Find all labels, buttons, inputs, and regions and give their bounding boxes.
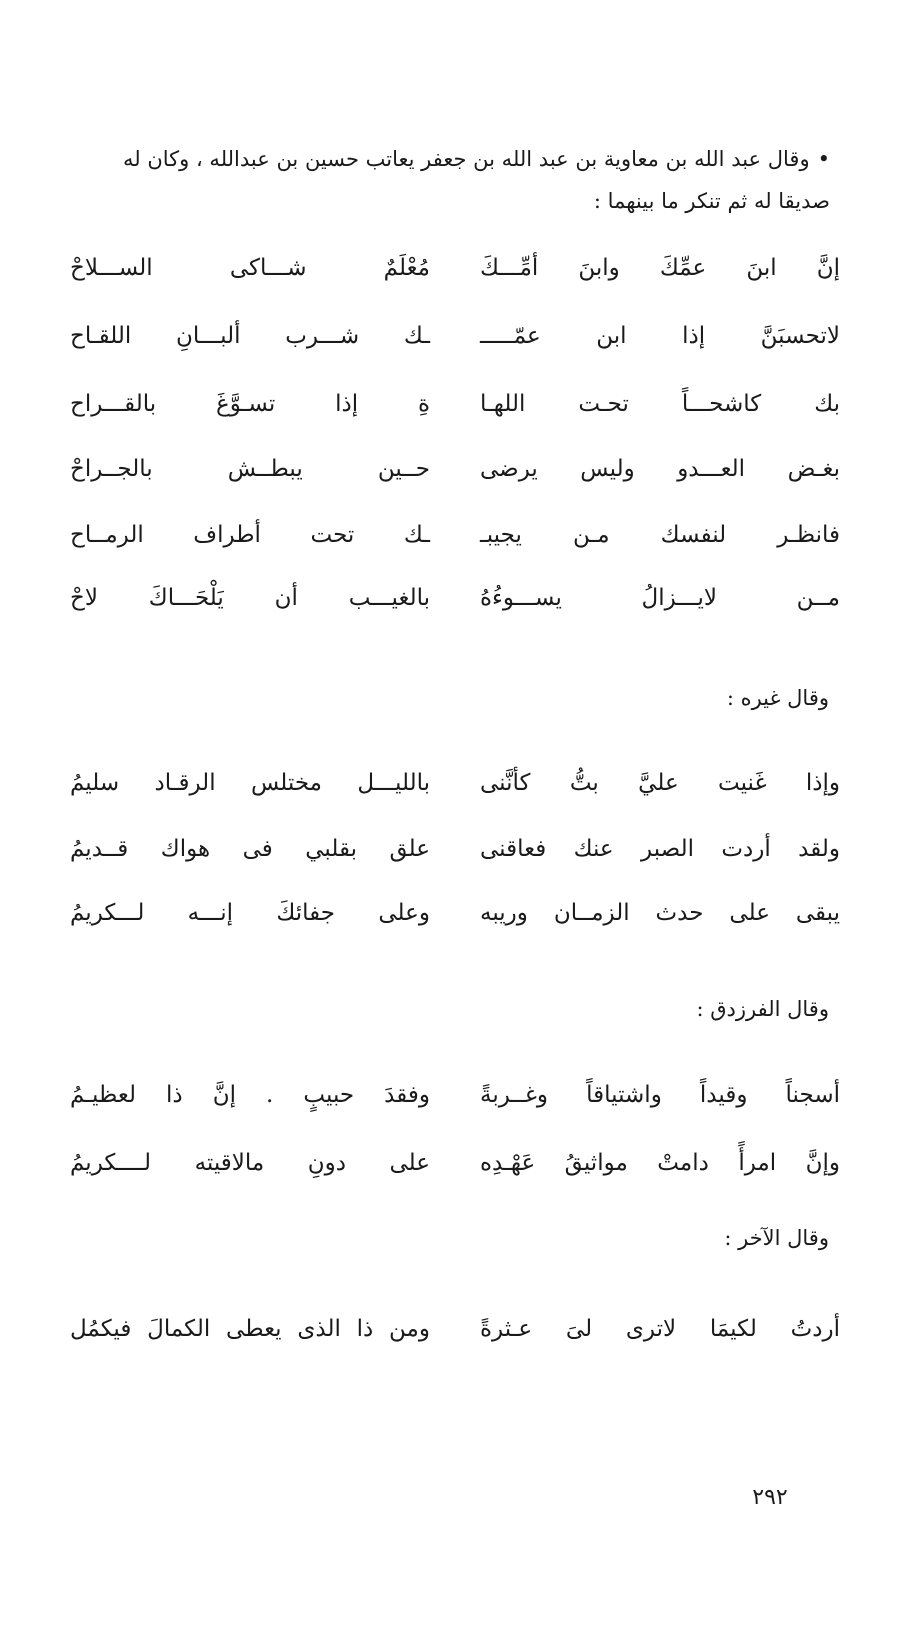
verse-line <box>70 391 840 431</box>
second-hemistich: وعلى جفائكَ إنـــه لـــكريمُ <box>70 900 430 926</box>
verse-line <box>70 456 840 496</box>
bullet-marker: • <box>817 147 830 171</box>
section-heading: وقال غيره : <box>726 686 829 710</box>
first-hemistich: إنَّ ابنَ عمِّكَ وابنَ أمِّـــكَ <box>480 255 840 281</box>
second-hemistich: علق بقلبي فى هواك قــديمُ <box>70 836 430 862</box>
first-hemistich: بك كاشحـــاً تحـت اللهـا <box>480 391 840 417</box>
first-hemistich: وإنَّ امرأً دامتْ مواثيقُ عَهْـدِه <box>480 1150 840 1176</box>
verse-line <box>70 1150 840 1190</box>
page-number: ٢٩٢ <box>752 1485 788 1510</box>
second-hemistich: حــين يبطــش بالجــراحْ <box>70 456 430 482</box>
second-hemistich: ـك شـــرب ألبـــانِ اللقـاح <box>70 323 430 349</box>
verse-line <box>70 522 840 562</box>
second-hemistich: على دونِ مالاقيته لــــكريمُ <box>70 1150 430 1176</box>
first-hemistich: أسجناً وقيداً واشتياقاً وغــربةً <box>480 1082 840 1108</box>
second-hemistich: ـك تحت أطراف الرمــاح <box>70 522 430 548</box>
first-hemistich: ولقد أردت الصبر عنك فعاقنى <box>480 836 840 862</box>
verse-line <box>70 323 840 363</box>
second-hemistich: بالغيـــب أن يَلْحَـــاكَ لاحْ <box>70 585 430 611</box>
intro-paragraph <box>70 138 830 222</box>
first-hemistich: وإذا غَنيت عليَّ بتُّ كأنَّنى <box>480 770 840 796</box>
verse-line <box>70 900 840 940</box>
second-hemistich: ومن ذا الذى يعطى الكمالَ فيكمُل <box>70 1316 430 1342</box>
first-hemistich: لاتحسبَنَّ إذا ابن عمّـــــ <box>480 323 840 349</box>
second-hemistich: وفقدَ حبيبٍ . إنَّ ذا لعظيـمُ <box>70 1082 430 1108</box>
verse-line <box>70 770 840 810</box>
section-heading: وقال الآخر : <box>724 1226 829 1250</box>
verse-line <box>70 585 840 625</box>
second-hemistich: مُعْلَمٌ شـــاكى الســـلاحْ <box>70 255 430 281</box>
verse-line <box>70 255 840 295</box>
intro-text: وقال عبد الله بن معاوية بن عبد الله بن جعفر يعاتب حسين بن عبدالله ، وكان له صديقا له ثم تنكر ما بينهما : <box>123 147 830 213</box>
second-hemistich: بالليـــل مختلس الرقـاد سليمُ <box>70 770 430 796</box>
first-hemistich: فانظـر لنفسك مـن يجيبـ <box>480 522 840 548</box>
verse-line <box>70 1082 840 1122</box>
first-hemistich: مــن لايـــزالُ يســـوءُهُ <box>480 585 840 611</box>
first-hemistich: يبقى على حدث الزمــان وريبه <box>480 900 840 926</box>
section-heading: وقال الفرزدق : <box>696 997 829 1021</box>
second-hemistich: ةِ إذا تسـوَّغَ بالقـــراح <box>70 391 430 417</box>
first-hemistich: بغـض العـــدو وليس يرضى <box>480 456 840 482</box>
first-hemistich: أردتُ لكيمَا لاترى لىَ عـثرةً <box>480 1316 840 1342</box>
verse-line <box>70 1316 840 1356</box>
verse-line <box>70 836 840 876</box>
